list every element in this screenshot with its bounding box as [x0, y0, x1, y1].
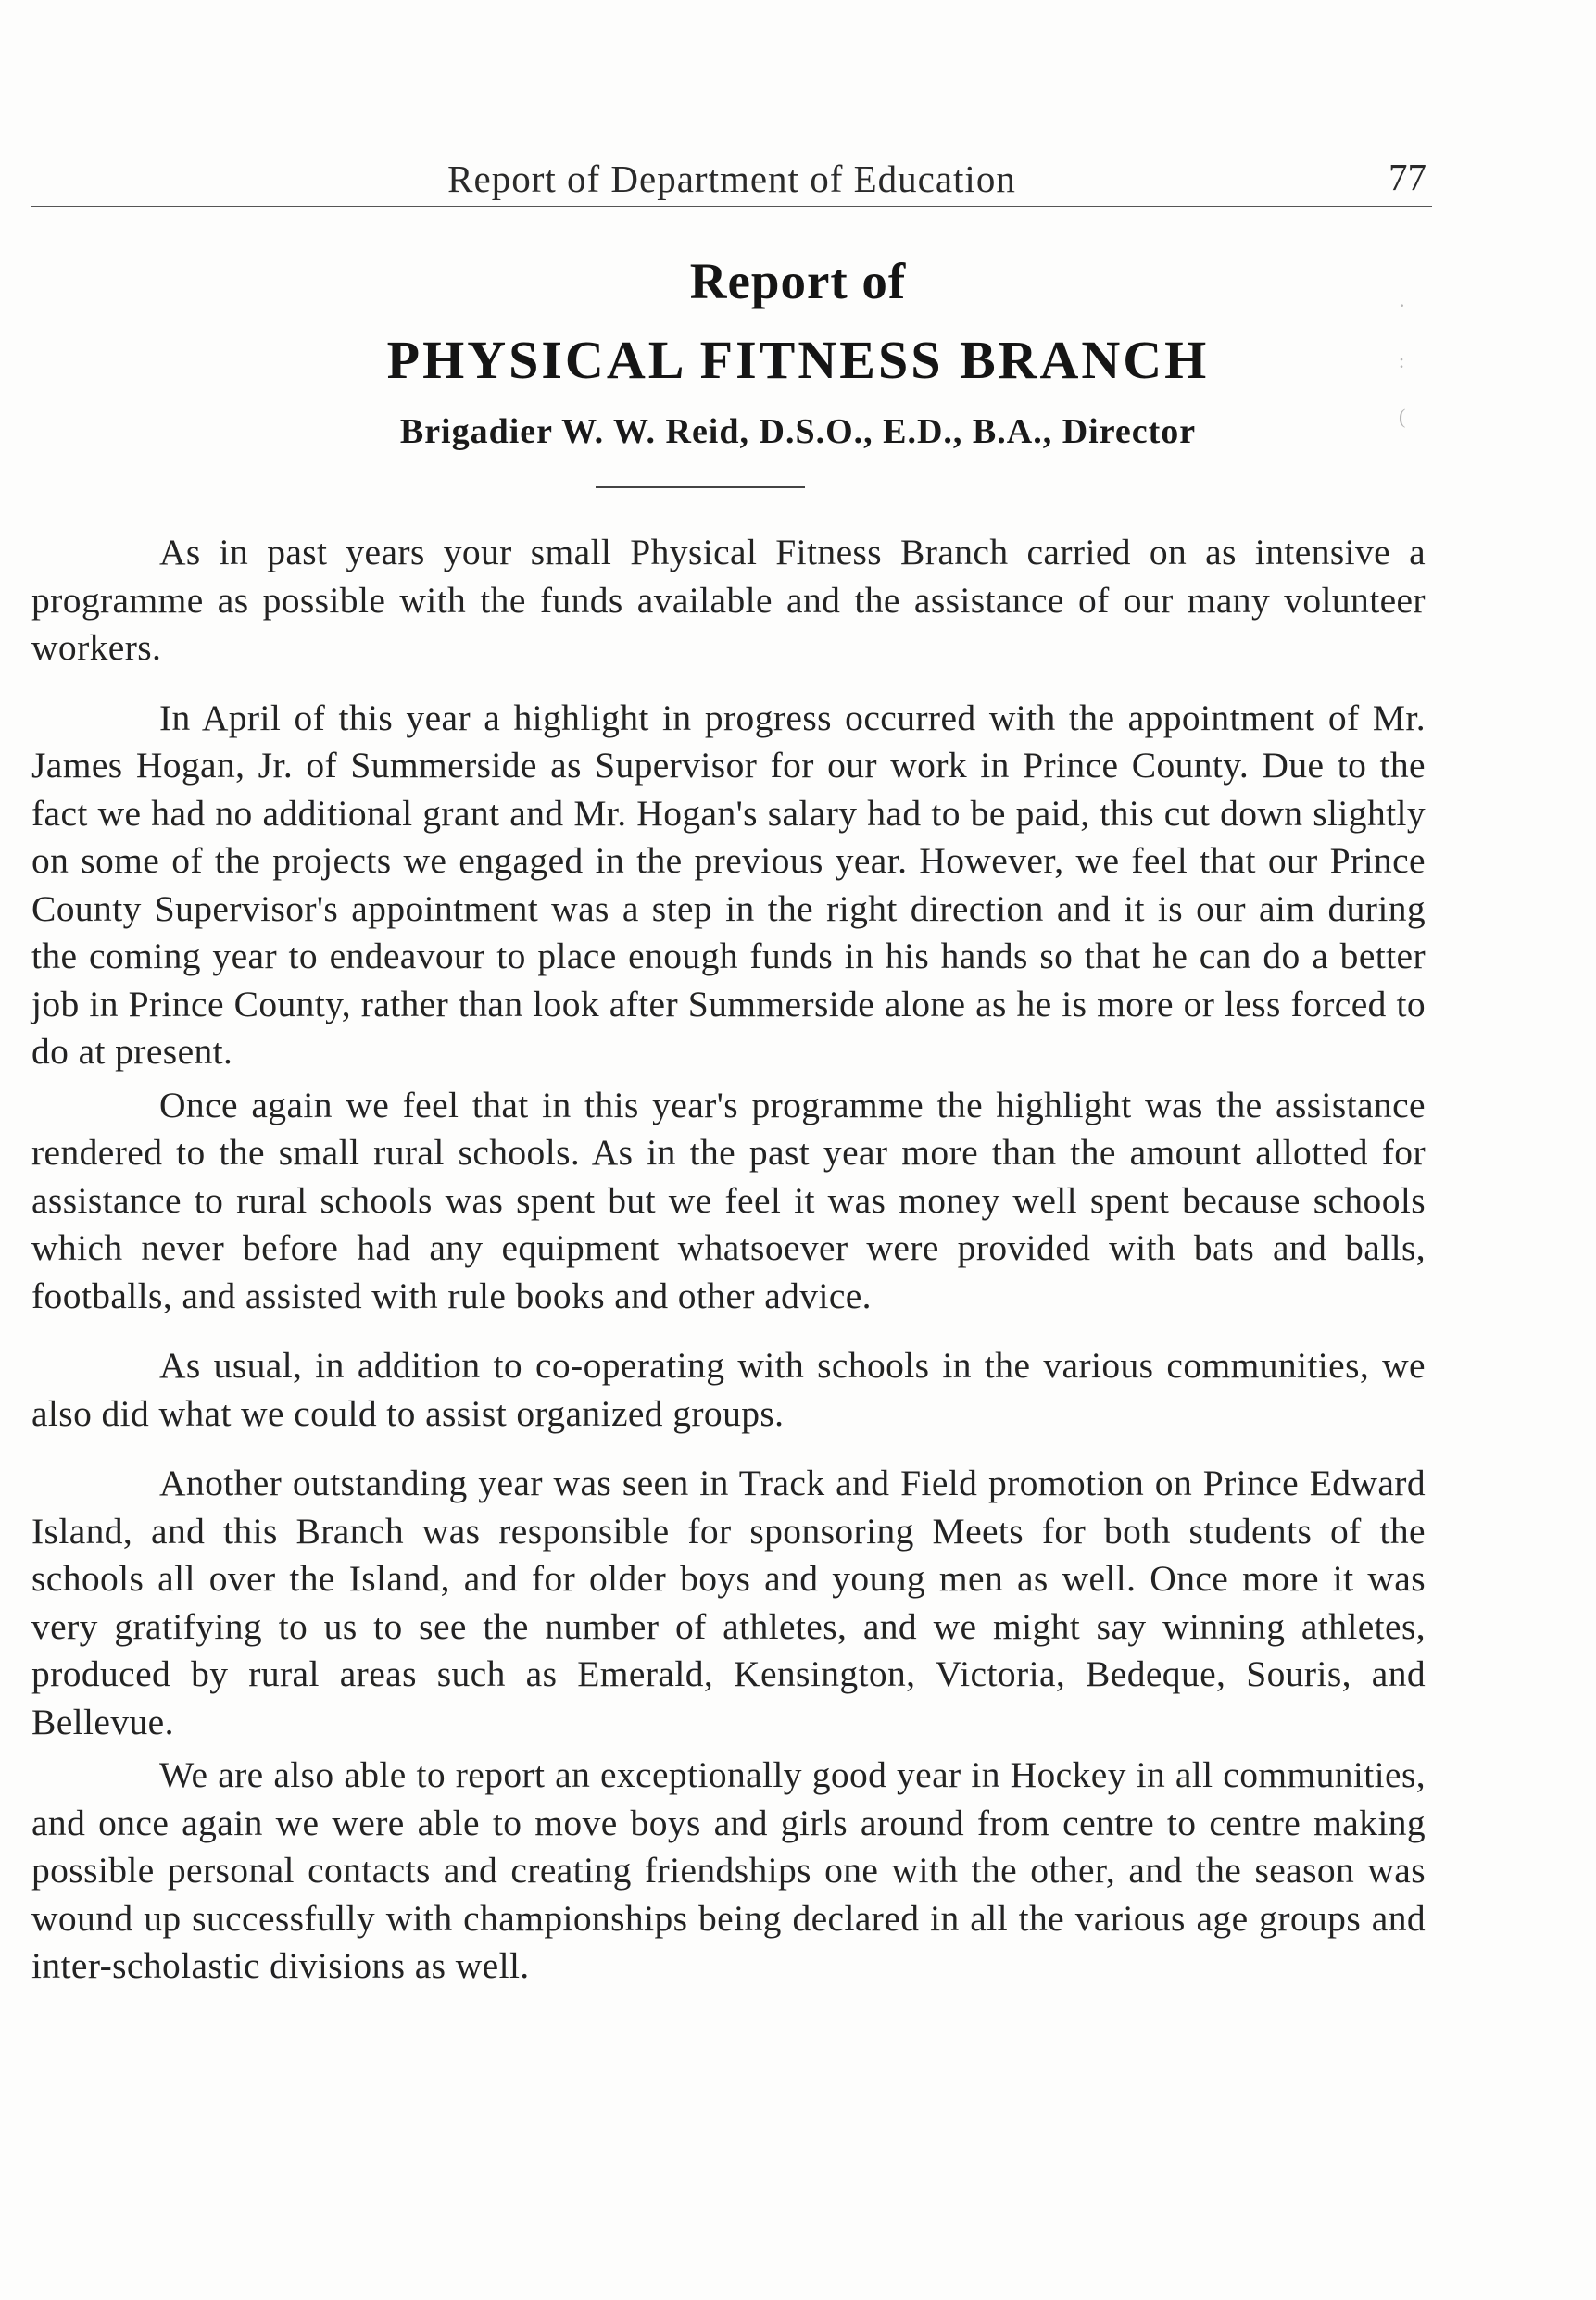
paragraph-hockey: We are also able to report an exceptionally good year in Hockey in all communities, and once again we were able to move boys and girls around from centre to centre making possible personal contacts and creating friendships one with the other, and the season was wound up successfully with championships being declared in all the various age groups and inter-scholastic divisions as well.: [31, 1754, 1426, 1986]
header-divider: [31, 206, 1432, 207]
title-divider: [596, 486, 805, 488]
paragraph-track-and-field: Another outstanding year was seen in Track and Field promotion on Prince Edward Island, and this Branch was responsible for sponsoring Meets for both students of the schools all over the Island, and for older boys and young men as well. Once more it was very gratifying to us to see the number of athletes, and we might say winning athletes, produced by rural areas such as Emerald, Kensington, Victoria, Bedeque, Souris, and Bellevue.: [31, 1463, 1426, 1742]
paragraph-supervisor: In April of this year a highlight in progress occurred with the appointment of Mr. James Hogan, Jr. of Summerside as Supervisor for our work in Prince County. Due to the fact we had no additional grant and Mr. Hogan's salary had to be paid, this cut down slightly on some of the projects we engaged in the previous year. However, we feel that our Prince County Supervisor's appointment was a step in the right direction and it is our aim during the coming year to endeavour to place enough funds in his hands so that he can do a better job in Prince County, rather than look after Summerside alone as he is more or less forced to do at present.: [31, 697, 1426, 1072]
report-body: [31, 529, 1426, 1991]
paragraph-organized-groups: As usual, in addition to co-operating with schools in the various communities, we also did what we could to assist organized groups.: [31, 1345, 1426, 1434]
running-header: [31, 153, 1432, 208]
report-heading: Report of: [689, 253, 907, 309]
paragraph-rural-schools: Once again we feel that in this year's programme the highlight was the assistance rendered to the small rural schools. As in the past year more than the amount allotted for assistance to rural schools was spent but we feel it was money well spent because schools which never before had any equipment whatsoever were provided with bats and balls, footballs, and assisted with rule books and other advice.: [31, 1084, 1426, 1316]
paragraph-intro: As in past years your small Physical Fitness Branch carried on as intensive a programme as possible with the funds available and the assistance of our many volunteer workers.: [31, 532, 1426, 668]
page-number: 77: [1389, 156, 1426, 198]
director-byline: Brigadier W. W. Reid, D.S.O., E.D., B.A., Director: [399, 412, 1197, 451]
running-title: Report of Department of Education: [447, 157, 1016, 200]
margin-specks: · : (: [1399, 294, 1406, 428]
branch-title: PHYSICAL FITNESS BRANCH: [386, 330, 1210, 390]
